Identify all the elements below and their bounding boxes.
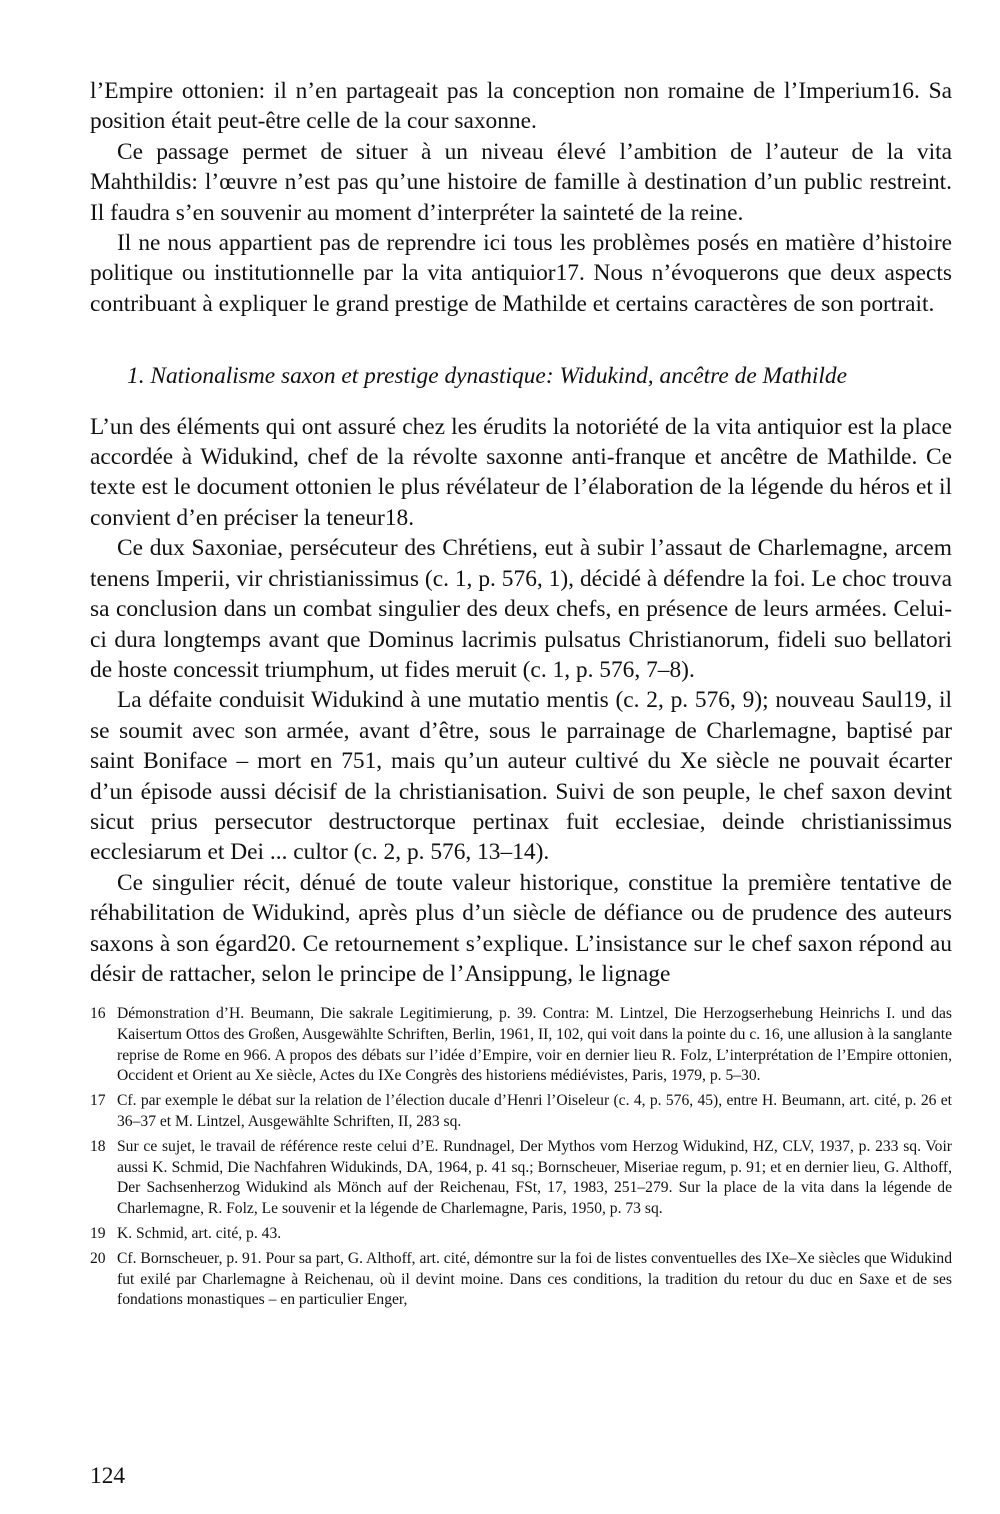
footnote-number: 20 — [90, 1249, 106, 1267]
paragraph-1: l’Empire ottonien: il n’en partageait pas la conception non romaine de l’Imperium16. Sa position était peut-être celle de la cour saxonne. — [90, 78, 952, 135]
page-number: 124 — [90, 1463, 126, 1489]
footnote — [90, 1091, 952, 1133]
footnote-number: 16 — [90, 1005, 106, 1022]
paragraph-4: L’un des éléments qui ont assuré chez les érudits la notoriété de la vita antiquior est la place accordée à Widukind, chef de la révolte saxonne anti-franque et ancêtre de Mathilde. Ce texte est le document ottonien le plus révélateur de l’élaboration de la légende du héros et il convient d’en préciser la teneur18. — [90, 413, 952, 531]
paragraph-7: Ce singulier récit, dénué de toute valeur historique, constitue la première tentative de réhabilitation de Widukind, après plus d’un siècle de défiance ou de prudence des auteurs saxons à son égard20. Ce retournement s’explique. L’insistance sur le chef saxon répond au désir de rattacher, selon le principe de l’Ansippung, le lignage — [90, 869, 952, 987]
footnote-text: Sur ce sujet, le travail de référence reste celui d’E. Rundnagel, Der Mythos vom Herzog Widukind, HZ, CLV, 1937, p. 233 sq. Voir aussi K. Schmid, Die Nachfahren Widukinds, DA, 1964, p. 41 sq.; Bornscheuer, Miseriae regum, p. 91; et en dernier lieu, G. Althoff, Der Sachsenherzog Widukind als Mönch auf der Reichenau, FSt, 17, 1983, 251–279. Sur la place de la vita dans la légende de Charlemagne, R. Folz, Le souvenir et la légende de Charlemagne, Paris, 1950, p. 73 sq. — [117, 1137, 952, 1218]
footnote-text: Démonstration d’H. Beumann, Die sakrale Legitimierung, p. 39. Contra: M. Lintzel, Die Herzogserhebung Heinrichs I. und das Kaisertum Ottos des Großen, Ausgewählte Schriften, Berlin, 1961, II, 102, qui voit dans la pointe du c. 16, une allusion à la sanglante reprise de Rome en 966. A propos des débats sur l’idée d’Empire, voir en dernier lieu R. Folz, L’interprétation de l’Empire ottonien, Occident et Orient au Xe siècle, Actes du IXe Congrès des historiens médiévistes, Paris, 1979, p. 5–30. — [117, 1005, 952, 1085]
footnotes — [90, 1004, 952, 1315]
footnote — [90, 1137, 952, 1220]
paragraph-2: Ce passage permet de situer à un niveau élevé l’ambition de l’auteur de la vita Mahthildis: l’œuvre n’est pas qu’une histoire de famille à destination d’un public restreint. Il faudra s’en souvenir au moment d’interpréter la sainteté de la reine. — [90, 138, 952, 226]
footnote-number: 17 — [90, 1092, 106, 1110]
main-text — [90, 76, 952, 989]
footnote — [90, 1249, 952, 1311]
footnote-text: K. Schmid, art. cité, p. 43. — [117, 1224, 282, 1242]
paragraph-6: La défaite conduisit Widukind à une mutatio mentis (c. 2, p. 576, 9); nouveau Saul19, il se soumit avec son armée, avant d’être, sous le parrainage de Charlemagne, baptisé par saint Boniface – mort en 751, mais qu’un auteur cultivé du Xe siècle ne pouvait écarter d’un épisode aussi décisif de la christianisation. Suivi de son peuple, le chef saxon devint sicut prius persecutor destructorque pertinax fuit ecclesiae, deinde christianissimus ecclesiarum et Dei ... cultor (c. 2, p. 576, 13–14). — [90, 687, 952, 866]
section-heading: 1. Nationalisme saxon et prestige dynastique: Widukind, ancêtre de Mathilde — [127, 363, 847, 390]
paragraph-5: Ce dux Saxoniae, persécuteur des Chrétiens, eut à subir l’assaut de Charlemagne, arcem tenens Imperii, vir christianissimus (c. 1, p. 576, 1), décidé à défendre la foi. Le choc trouva sa conclusion dans un combat singulier des deux chefs, en présence de leurs armées. Celui-ci dura longtemps avant que Dominus lacrimis pulsatus Christianorum, fideli suo bellatori de hoste concessit triumphum, ut fides meruit (c. 1, p. 576, 7–8). — [90, 535, 952, 683]
footnote — [90, 1004, 952, 1087]
footnote-number: 19 — [90, 1224, 106, 1242]
footnote-text: Cf. Bornscheuer, p. 91. Pour sa part, G. Althoff, art. cité, démontre sur la foi de listes conventuelles des IXe–Xe siècles que Widukind fut exilé par Charlemagne à Reichenau, où il devint moine. Dans ces conditions, la tradition du retour du duc en Saxe et de ses fondations monastiques – en particulier Enger, — [117, 1249, 952, 1309]
paragraph-3: Il ne nous appartient pas de reprendre ici tous les problèmes posés en matière d’histoire politique ou institutionnelle par la vita antiquior17. Nous n’évoquerons que deux aspects contribuant à expliquer le grand prestige de Mathilde et certains caractères de son portrait. — [90, 230, 952, 317]
footnote-text: Cf. par exemple le débat sur la relation de l’élection ducale d’Henri l’Oiseleur (c. 4, p. 576, 45), entre H. Beumann, art. cité, p. 26 et 36–37 et M. Lintzel, Ausgewählte Schriften, II, 283 sq. — [117, 1092, 952, 1130]
footnote — [90, 1224, 952, 1245]
footnote-number: 18 — [90, 1137, 106, 1155]
